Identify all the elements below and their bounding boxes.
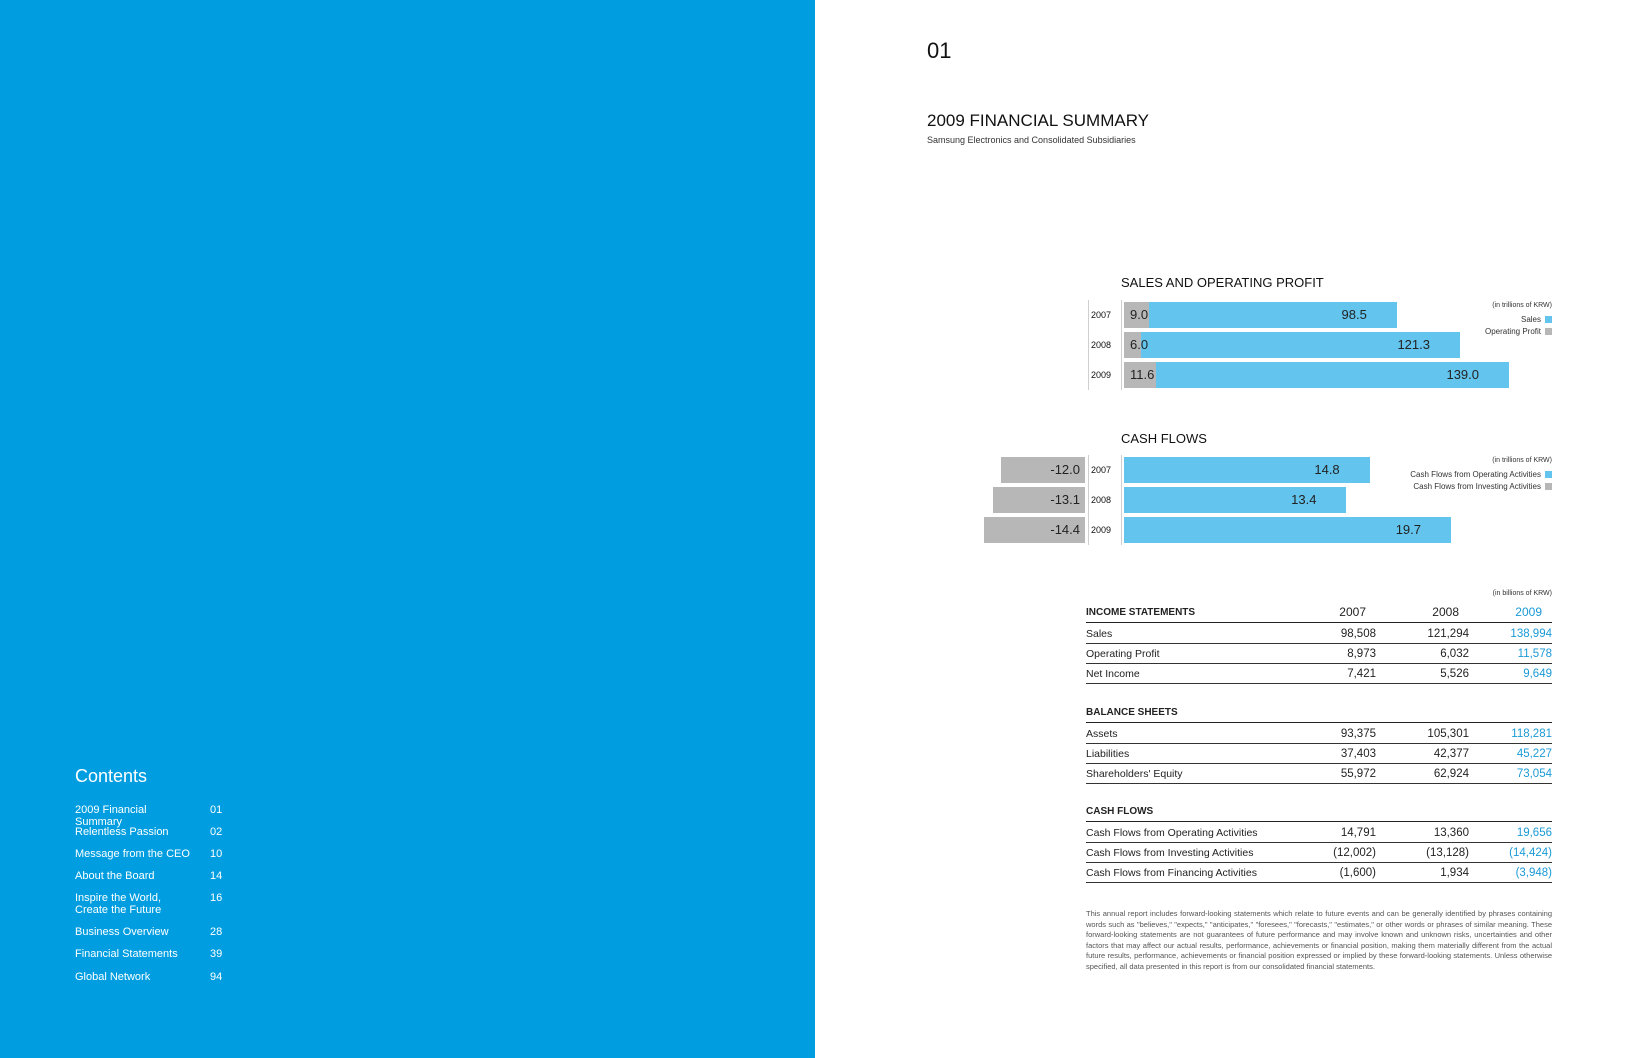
contents-item-page: 16: [210, 892, 223, 904]
table-section-header: [1086, 704, 1552, 723]
table-section-title: BALANCE SHEETS: [1086, 707, 1178, 718]
legend-label: Cash Flows from Operating Activities: [1410, 470, 1541, 479]
table-row-label: Sales: [1086, 628, 1113, 640]
contents-item-page: 14: [210, 870, 223, 882]
contents-item-label: About the Board: [75, 870, 155, 882]
chart-axis: [1121, 455, 1122, 545]
data-label-sales: 121.3: [1397, 337, 1430, 352]
table-cell: 11,578: [1517, 648, 1552, 660]
table-cell: (1,600): [1339, 867, 1376, 879]
table-cell: 93,375: [1340, 728, 1376, 740]
table-cell: 13,360: [1433, 827, 1469, 839]
data-label-investing-cash-flow: -13.1: [1050, 492, 1080, 507]
table-row-label: Operating Profit: [1086, 648, 1160, 660]
table-cell: 14,791: [1340, 827, 1376, 839]
table-cell: 1,934: [1440, 867, 1469, 879]
table-unit: (in billions of KRW): [1492, 590, 1552, 597]
cash-flow-chart-title: CASH FLOWS: [1121, 431, 1207, 446]
contents-item-page: 94: [210, 971, 223, 983]
legend-label: Sales: [1520, 315, 1541, 324]
table-section-header: [1086, 803, 1552, 822]
data-label-sales: 98.5: [1341, 307, 1367, 322]
chart-axis: [1121, 300, 1122, 390]
sales-chart-unit: (in trillions of KRW): [1492, 302, 1552, 309]
table-cell: 5,526: [1440, 668, 1469, 680]
category-label: 2009: [1091, 370, 1112, 380]
table-row-label: Net Income: [1086, 668, 1140, 680]
contents-item-page: 01: [210, 804, 223, 816]
table-cell: 138,994: [1510, 628, 1552, 640]
contents-item-page: 28: [210, 926, 223, 938]
contents-item-label: Inspire the World, Create the Future: [75, 892, 162, 916]
table-row: [1086, 843, 1552, 863]
table-cell: 37,403: [1340, 748, 1376, 760]
table-cell: 121,294: [1427, 628, 1469, 640]
table-year-header: 2009: [1515, 605, 1542, 619]
legend-label: Operating Profit: [1484, 327, 1541, 336]
table-row: [1086, 644, 1552, 664]
table-row: [1086, 664, 1552, 684]
page-number: 01: [927, 38, 952, 63]
table-section-title: CASH FLOWS: [1086, 806, 1154, 817]
category-label: 2007: [1091, 310, 1112, 320]
category-label: 2009: [1091, 525, 1112, 535]
category-label: 2008: [1091, 340, 1112, 350]
data-label-operating-cash-flow: 14.8: [1314, 462, 1340, 477]
data-label-operating-profit: 11.6: [1130, 367, 1155, 382]
table-cell: 9,649: [1523, 668, 1552, 680]
table-row: [1086, 624, 1552, 644]
table-cell: 45,227: [1516, 748, 1552, 760]
legend-swatch: [1545, 483, 1552, 490]
contents-item-label: 2009 Financial Summary: [75, 804, 147, 828]
table-cell: (3,948): [1515, 867, 1552, 879]
legend-label: Cash Flows from Investing Activities: [1413, 482, 1541, 491]
table-year-header: 2008: [1432, 605, 1459, 619]
legend-swatch: [1545, 471, 1552, 478]
table-cell: 19,656: [1516, 827, 1552, 839]
table-cell: (12,002): [1333, 847, 1376, 859]
table-cell: 118,281: [1511, 728, 1552, 740]
table-row-label: Cash Flows from Financing Activities: [1086, 867, 1257, 879]
table-row-label: Liabilities: [1086, 748, 1130, 760]
table-cell: 98,508: [1340, 628, 1376, 640]
table-row: [1086, 863, 1552, 883]
table-section-title: INCOME STATEMENTS: [1086, 607, 1196, 618]
data-label-operating-cash-flow: 13.4: [1291, 492, 1317, 507]
table-row: [1086, 744, 1552, 764]
contents-item-label: Business Overview: [75, 926, 169, 938]
data-label-operating-profit: 6.0: [1130, 337, 1149, 352]
page-title: 2009 FINANCIAL SUMMARY: [927, 111, 1150, 130]
table-cell: (13,128): [1426, 847, 1469, 859]
table-cell: 55,972: [1340, 768, 1376, 780]
table-row-label: Cash Flows from Investing Activities: [1086, 847, 1254, 859]
table-cell: 42,377: [1433, 748, 1469, 760]
table-row-label: Cash Flows from Operating Activities: [1086, 827, 1258, 839]
contents-title: Contents: [75, 766, 148, 786]
contents-item-label: Message from the CEO: [75, 848, 190, 860]
data-label-operating-profit: 9.0: [1130, 307, 1149, 322]
contents-item-page: 02: [210, 826, 223, 838]
table-cell: (14,424): [1509, 847, 1552, 859]
table-row-label: Assets: [1086, 728, 1118, 740]
chart-axis: [1088, 455, 1089, 545]
contents-item-label: Global Network: [75, 971, 151, 983]
table-cell: 73,054: [1516, 768, 1552, 780]
chart-axis: [1088, 300, 1089, 390]
data-label-investing-cash-flow: -12.0: [1050, 462, 1080, 477]
contents-item-label: Financial Statements: [75, 948, 178, 960]
table-cell: 6,032: [1440, 648, 1469, 660]
data-label-operating-cash-flow: 19.7: [1395, 522, 1422, 537]
category-label: 2007: [1091, 465, 1112, 475]
table-year-header: 2007: [1339, 605, 1366, 619]
sales-chart-title: SALES AND OPERATING PROFIT: [1121, 275, 1324, 290]
table-section-header: [1086, 604, 1552, 623]
table-row-label: Shareholders' Equity: [1086, 768, 1183, 780]
cash-flow-chart-unit: (in trillions of KRW): [1492, 457, 1552, 464]
page-subtitle: Samsung Electronics and Consolidated Subsidiaries: [927, 135, 1136, 145]
forward-looking-disclaimer: This annual report includes forward-looking statements which relate to future events and can be generally identified by phrases containing words such as "believes," "expects," "anticipates," "foresees," "forecasts," "estimates," or other words or phrases of similar meaning. These forward-looking statements are not guarantees of future performance and may involve known and unknown risks, uncertainties and other factors that may affect our actual results, performance, achievements or financial position, making them materially different from the actual future results, performance, achievements or financial position expressed or implied by these forward-looking statements. Unless otherwise specified, all data presented in this report is from our consolidated financial statements.: [1086, 909, 1552, 971]
table-cell: 105,301: [1427, 728, 1469, 740]
data-label-sales: 139.0: [1446, 367, 1480, 382]
data-label-investing-cash-flow: -14.4: [1050, 522, 1080, 537]
table-cell: 7,421: [1347, 668, 1376, 680]
table-row: [1086, 823, 1552, 843]
table-row: [1086, 764, 1552, 784]
table-row: [1086, 724, 1552, 744]
table-cell: 62,924: [1433, 768, 1469, 780]
contents-item-page: 10: [210, 848, 223, 860]
legend-swatch: [1545, 328, 1552, 335]
legend-swatch: [1545, 316, 1552, 323]
contents-item-page: 39: [210, 948, 223, 960]
contents-item-label: Relentless Passion: [75, 826, 169, 838]
table-cell: 8,973: [1347, 648, 1376, 660]
category-label: 2008: [1091, 495, 1112, 505]
